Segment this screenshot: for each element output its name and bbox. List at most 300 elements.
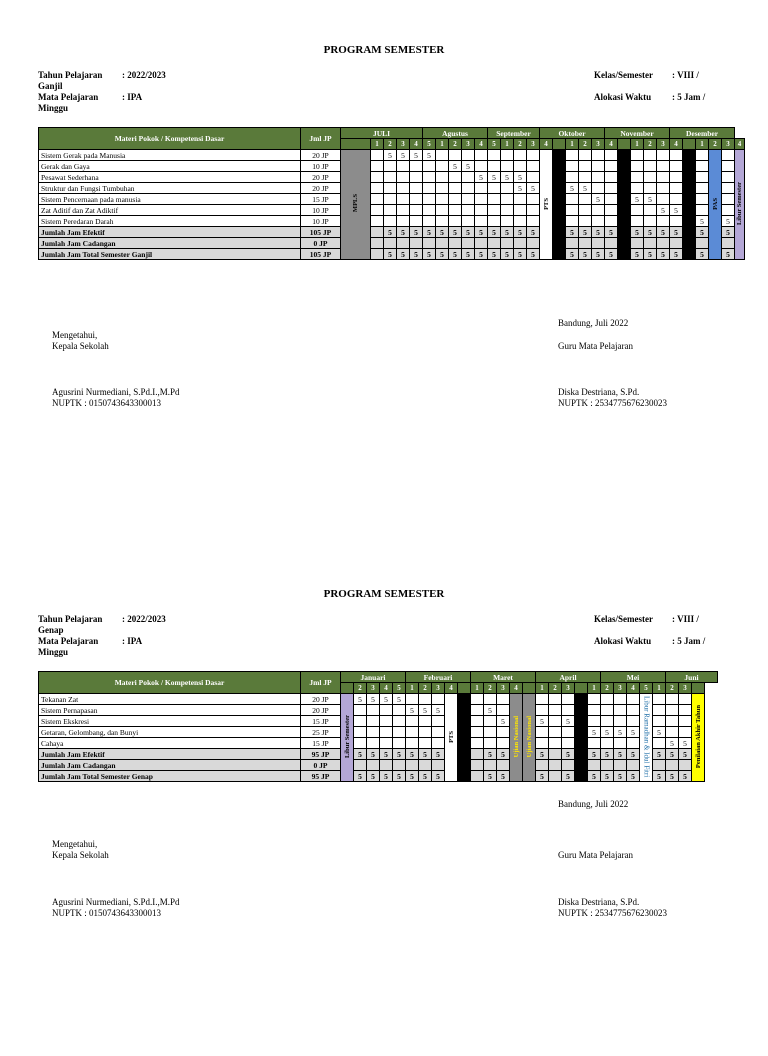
week-cell xyxy=(653,705,666,716)
week-cell xyxy=(562,760,575,771)
month-header: November xyxy=(605,128,670,139)
week-cell xyxy=(423,172,436,183)
week-cell: 5 xyxy=(644,194,657,205)
week-cell xyxy=(371,205,384,216)
week-cell xyxy=(384,172,397,183)
materi-cell: Gerak dan Gaya xyxy=(39,161,301,172)
materi-cell: Tekanan Zat xyxy=(39,694,301,705)
week-cell xyxy=(666,716,679,727)
libur-lebaran-label: Libur Ramadhan & Idul Fitri xyxy=(642,695,651,778)
week-cell: 5 xyxy=(406,771,419,782)
week-cell: 5 xyxy=(410,227,423,238)
week-cell: 5 xyxy=(588,727,601,738)
week-cell: 5 xyxy=(627,771,640,782)
week-number xyxy=(341,683,354,694)
jp-cell: 105 JP xyxy=(301,249,341,260)
week-cell xyxy=(471,749,484,760)
week-cell xyxy=(627,760,640,771)
week-cell xyxy=(605,205,618,216)
week-cell xyxy=(423,205,436,216)
week-number: 4 xyxy=(475,139,488,150)
week-cell: 5 xyxy=(670,205,683,216)
week-number: 2 xyxy=(384,139,397,150)
month-header: Juni xyxy=(666,672,718,683)
guru-label: Guru Mata Pelajaran xyxy=(558,341,633,351)
week-cell: 5 xyxy=(384,227,397,238)
week-cell: 5 xyxy=(384,249,397,260)
table-row xyxy=(39,727,718,738)
week-cell xyxy=(514,238,527,249)
week-number: 3 xyxy=(722,139,735,150)
week-cell xyxy=(484,694,497,705)
week-cell: 5 xyxy=(579,227,592,238)
week-cell xyxy=(410,238,423,249)
week-cell xyxy=(592,161,605,172)
jp-cell: 15 JP xyxy=(301,716,341,727)
week-cell: 5 xyxy=(566,183,579,194)
week-cell xyxy=(549,749,562,760)
week-cell xyxy=(592,172,605,183)
week-cell xyxy=(423,238,436,249)
week-number: 4 xyxy=(510,683,523,694)
summary-row xyxy=(39,760,718,771)
week-cell xyxy=(562,727,575,738)
week-cell xyxy=(527,194,540,205)
week-cell xyxy=(579,161,592,172)
summary-row xyxy=(39,249,745,260)
week-cell: 5 xyxy=(536,749,549,760)
week-cell: 5 xyxy=(579,249,592,260)
week-number xyxy=(692,683,705,694)
week-cell xyxy=(371,249,384,260)
week-number: 3 xyxy=(367,683,380,694)
week-cell xyxy=(549,738,562,749)
week-cell xyxy=(501,238,514,249)
week-cell xyxy=(631,205,644,216)
week-cell xyxy=(631,161,644,172)
week-cell: 5 xyxy=(397,227,410,238)
week-cell xyxy=(419,716,432,727)
jp-cell: 20 JP xyxy=(301,172,341,183)
week-cell xyxy=(475,194,488,205)
week-cell xyxy=(488,238,501,249)
week-cell xyxy=(384,183,397,194)
jp-cell: 25 JP xyxy=(301,727,341,738)
break-block xyxy=(683,150,696,260)
materi-cell: Cahaya xyxy=(39,738,301,749)
week-cell xyxy=(722,172,735,183)
week-cell: 5 xyxy=(432,705,445,716)
jp-cell: 0 JP xyxy=(301,760,341,771)
month-header: April xyxy=(536,672,601,683)
week-cell xyxy=(536,760,549,771)
week-cell xyxy=(679,760,692,771)
week-cell: 5 xyxy=(614,771,627,782)
week-cell xyxy=(397,172,410,183)
week-number: 4 xyxy=(380,683,393,694)
week-cell xyxy=(514,194,527,205)
summary-row xyxy=(39,227,745,238)
week-cell xyxy=(393,705,406,716)
week-cell xyxy=(696,205,709,216)
week-cell xyxy=(371,150,384,161)
week-cell xyxy=(657,150,670,161)
week-cell: 5 xyxy=(367,771,380,782)
week-cell xyxy=(462,172,475,183)
week-cell xyxy=(605,183,618,194)
jp-cell: 95 JP xyxy=(301,771,341,782)
week-cell xyxy=(579,150,592,161)
week-cell xyxy=(384,194,397,205)
materi-cell: Struktur dan Fungsi Tumbuhan xyxy=(39,183,301,194)
week-cell xyxy=(696,150,709,161)
week-cell: 5 xyxy=(562,771,575,782)
week-cell xyxy=(436,150,449,161)
mpls-label: MPLS xyxy=(352,194,359,213)
week-cell xyxy=(475,161,488,172)
week-cell: 5 xyxy=(679,771,692,782)
week-cell xyxy=(514,161,527,172)
week-cell: 5 xyxy=(588,749,601,760)
week-cell xyxy=(371,194,384,205)
week-number: 3 xyxy=(527,139,540,150)
guru-nuptk: NUPTK : 2534775676230023 xyxy=(558,398,668,408)
week-cell xyxy=(397,216,410,227)
week-cell xyxy=(367,716,380,727)
week-cell xyxy=(471,760,484,771)
week-cell: 5 xyxy=(592,227,605,238)
week-cell: 5 xyxy=(419,771,432,782)
week-cell xyxy=(397,205,410,216)
table-row xyxy=(39,705,718,716)
table-row xyxy=(39,205,745,216)
jp-cell: 95 JP xyxy=(301,749,341,760)
week-cell: 5 xyxy=(397,249,410,260)
week-cell: 5 xyxy=(614,749,627,760)
week-cell xyxy=(406,716,419,727)
week-cell xyxy=(449,172,462,183)
week-cell xyxy=(354,716,367,727)
week-cell xyxy=(549,705,562,716)
week-cell xyxy=(601,760,614,771)
week-cell: 5 xyxy=(410,150,423,161)
week-cell: 5 xyxy=(514,183,527,194)
week-cell xyxy=(562,694,575,705)
week-cell xyxy=(475,205,488,216)
break-block xyxy=(618,150,631,260)
week-number: 1 xyxy=(436,139,449,150)
week-cell xyxy=(371,161,384,172)
week-cell xyxy=(449,238,462,249)
week-cell xyxy=(605,150,618,161)
week-cell xyxy=(419,738,432,749)
week-cell: 5 xyxy=(588,771,601,782)
program-semester-table xyxy=(38,127,745,260)
pat-label: Penilaian Akhir Tahun xyxy=(694,704,702,769)
week-cell xyxy=(497,738,510,749)
week-cell xyxy=(536,705,549,716)
guru-name: Diska Destriana, S.Pd. xyxy=(558,387,640,397)
jp-cell: 105 JP xyxy=(301,227,341,238)
week-cell xyxy=(644,150,657,161)
week-cell: 5 xyxy=(423,227,436,238)
week-cell xyxy=(488,183,501,194)
week-number: 4 xyxy=(445,683,458,694)
week-cell xyxy=(588,738,601,749)
week-cell: 5 xyxy=(393,771,406,782)
week-cell: 5 xyxy=(592,249,605,260)
week-cell: 5 xyxy=(354,749,367,760)
week-cell xyxy=(657,172,670,183)
week-cell xyxy=(527,172,540,183)
week-cell xyxy=(423,194,436,205)
materi-cell: Jumlah Jam Total Semester Ganjil xyxy=(39,249,301,260)
week-cell xyxy=(588,694,601,705)
libur-awal-label: Libur Semester xyxy=(343,714,351,759)
week-number xyxy=(523,683,536,694)
week-cell xyxy=(471,716,484,727)
jp-cell: 0 JP xyxy=(301,238,341,249)
week-cell: 5 xyxy=(722,216,735,227)
libur-lebaran-block xyxy=(640,694,653,782)
week-cell xyxy=(462,216,475,227)
week-cell xyxy=(592,216,605,227)
week-cell xyxy=(536,694,549,705)
week-cell: 5 xyxy=(436,249,449,260)
week-number: 1 xyxy=(536,683,549,694)
week-cell: 5 xyxy=(501,172,514,183)
week-cell: 5 xyxy=(484,771,497,782)
week-cell: 5 xyxy=(653,749,666,760)
week-cell xyxy=(436,205,449,216)
week-cell xyxy=(592,205,605,216)
week-cell: 5 xyxy=(380,771,393,782)
week-cell xyxy=(670,172,683,183)
week-cell xyxy=(549,727,562,738)
week-cell: 5 xyxy=(419,705,432,716)
week-cell xyxy=(475,183,488,194)
table-row xyxy=(39,150,745,161)
week-cell xyxy=(501,161,514,172)
week-cell xyxy=(566,238,579,249)
summary-row xyxy=(39,238,745,249)
week-cell xyxy=(436,238,449,249)
week-cell: 5 xyxy=(653,771,666,782)
week-cell: 5 xyxy=(462,249,475,260)
meta-left: Tahun Pelajaran : 2022/2023 Genap Mata Pelajaran : IPA Minggu xyxy=(38,614,166,657)
week-cell: 5 xyxy=(631,249,644,260)
week-number: 2 xyxy=(549,683,562,694)
week-cell: 5 xyxy=(423,249,436,260)
week-cell xyxy=(588,705,601,716)
week-cell xyxy=(631,216,644,227)
week-cell xyxy=(644,172,657,183)
week-number: 4 xyxy=(410,139,423,150)
week-cell: 5 xyxy=(514,249,527,260)
summary-row xyxy=(39,771,718,782)
week-cell xyxy=(644,183,657,194)
week-cell xyxy=(579,194,592,205)
week-cell: 5 xyxy=(432,749,445,760)
ujian-label-2: Ujian Nasional xyxy=(525,715,533,758)
place-date: Bandung, Juli 2022 xyxy=(558,318,629,328)
pas-label: PAS xyxy=(711,197,719,210)
week-cell xyxy=(371,238,384,249)
week-cell xyxy=(371,216,384,227)
week-number: 3 xyxy=(562,683,575,694)
week-cell xyxy=(631,238,644,249)
week-number: 2 xyxy=(449,139,462,150)
week-number xyxy=(683,139,696,150)
week-number: 1 xyxy=(588,683,601,694)
week-cell xyxy=(423,183,436,194)
materi-cell: Jumlah Jam Efektif xyxy=(39,227,301,238)
week-cell: 5 xyxy=(449,249,462,260)
week-number: 2 xyxy=(601,683,614,694)
week-cell xyxy=(627,694,640,705)
jp-cell: 20 JP xyxy=(301,183,341,194)
libur-label: Libur Semester xyxy=(736,181,743,226)
week-cell: 5 xyxy=(527,249,540,260)
week-number: 1 xyxy=(371,139,384,150)
week-cell xyxy=(666,705,679,716)
week-cell: 5 xyxy=(696,249,709,260)
week-cell: 5 xyxy=(605,249,618,260)
week-number: 1 xyxy=(696,139,709,150)
week-number: 1 xyxy=(653,683,666,694)
week-cell xyxy=(588,760,601,771)
week-cell: 5 xyxy=(514,227,527,238)
week-cell xyxy=(605,172,618,183)
week-cell xyxy=(406,694,419,705)
week-cell xyxy=(549,716,562,727)
week-cell xyxy=(436,194,449,205)
semester-ganjil-section xyxy=(0,0,768,512)
week-cell xyxy=(436,161,449,172)
pts-label: PTS xyxy=(447,730,455,743)
week-cell xyxy=(566,161,579,172)
materi-cell: Jumlah Jam Cadangan xyxy=(39,760,301,771)
header-materi: Materi Pokok / Kompetensi Dasar xyxy=(39,672,301,694)
week-cell: 5 xyxy=(475,227,488,238)
week-cell xyxy=(423,216,436,227)
week-cell: 5 xyxy=(475,172,488,183)
materi-cell: Sistem Pernapasan xyxy=(39,705,301,716)
week-cell xyxy=(579,238,592,249)
week-cell xyxy=(397,183,410,194)
week-cell: 5 xyxy=(501,227,514,238)
week-cell: 5 xyxy=(406,749,419,760)
ujian-block xyxy=(510,694,523,782)
week-cell xyxy=(696,183,709,194)
week-cell xyxy=(484,738,497,749)
week-cell xyxy=(497,760,510,771)
week-cell xyxy=(501,205,514,216)
week-cell xyxy=(527,150,540,161)
week-cell: 5 xyxy=(497,716,510,727)
week-cell xyxy=(670,150,683,161)
meta-left: Tahun Pelajaran : 2022/2023 Ganjil Mata Pelajaran : IPA Minggu xyxy=(38,70,166,113)
week-cell: 5 xyxy=(367,694,380,705)
week-cell: 5 xyxy=(592,194,605,205)
week-cell xyxy=(475,150,488,161)
week-cell: 5 xyxy=(679,738,692,749)
week-number: 4 xyxy=(540,139,553,150)
week-cell: 5 xyxy=(484,749,497,760)
week-cell xyxy=(367,727,380,738)
materi-cell: Sistem Gerak pada Manusia xyxy=(39,150,301,161)
week-cell xyxy=(657,161,670,172)
week-cell: 5 xyxy=(397,150,410,161)
week-cell xyxy=(536,727,549,738)
week-number: 3 xyxy=(397,139,410,150)
week-cell: 5 xyxy=(644,249,657,260)
week-number: 4 xyxy=(627,683,640,694)
week-cell: 5 xyxy=(527,183,540,194)
guru-label: Guru Mata Pelajaran xyxy=(558,850,633,860)
materi-cell: Jumlah Jam Cadangan xyxy=(39,238,301,249)
week-cell: 5 xyxy=(670,249,683,260)
week-cell xyxy=(406,760,419,771)
week-cell xyxy=(410,172,423,183)
kepsek-name: Agusrini Nurmediani, S.Pd.I.,M.Pd xyxy=(52,387,180,397)
week-cell xyxy=(462,194,475,205)
week-cell xyxy=(549,760,562,771)
week-cell: 5 xyxy=(605,227,618,238)
materi-cell: Zat Aditif dan Zat Adiktif xyxy=(39,205,301,216)
week-cell xyxy=(657,194,670,205)
week-cell xyxy=(592,238,605,249)
week-cell: 5 xyxy=(666,771,679,782)
week-cell xyxy=(566,205,579,216)
week-cell xyxy=(432,738,445,749)
materi-cell: Sistem Ekskresi xyxy=(39,716,301,727)
week-cell: 5 xyxy=(384,150,397,161)
week-cell: 5 xyxy=(722,227,735,238)
week-cell xyxy=(722,205,735,216)
week-cell xyxy=(419,694,432,705)
week-cell xyxy=(384,205,397,216)
week-cell xyxy=(644,216,657,227)
week-cell xyxy=(631,172,644,183)
week-number: 3 xyxy=(462,139,475,150)
week-cell xyxy=(722,194,735,205)
week-cell xyxy=(384,238,397,249)
week-cell xyxy=(696,172,709,183)
week-cell xyxy=(497,705,510,716)
week-cell: 5 xyxy=(475,249,488,260)
week-number xyxy=(618,139,631,150)
week-cell xyxy=(497,694,510,705)
kepsek-nuptk: NUPTK : 0150743643300013 xyxy=(52,908,162,918)
week-cell xyxy=(566,172,579,183)
week-cell: 5 xyxy=(579,183,592,194)
week-cell xyxy=(527,216,540,227)
month-header: Agustus xyxy=(423,128,488,139)
program-semester-table xyxy=(38,671,718,782)
week-cell xyxy=(462,238,475,249)
materi-cell: Jumlah Jam Efektif xyxy=(39,749,301,760)
week-cell: 5 xyxy=(722,249,735,260)
week-cell: 5 xyxy=(657,227,670,238)
week-cell xyxy=(488,205,501,216)
week-cell: 5 xyxy=(657,249,670,260)
guru-nuptk: NUPTK : 2534775676230023 xyxy=(558,908,668,918)
week-cell: 5 xyxy=(679,749,692,760)
week-cell: 5 xyxy=(601,727,614,738)
week-cell xyxy=(367,738,380,749)
week-cell xyxy=(354,705,367,716)
